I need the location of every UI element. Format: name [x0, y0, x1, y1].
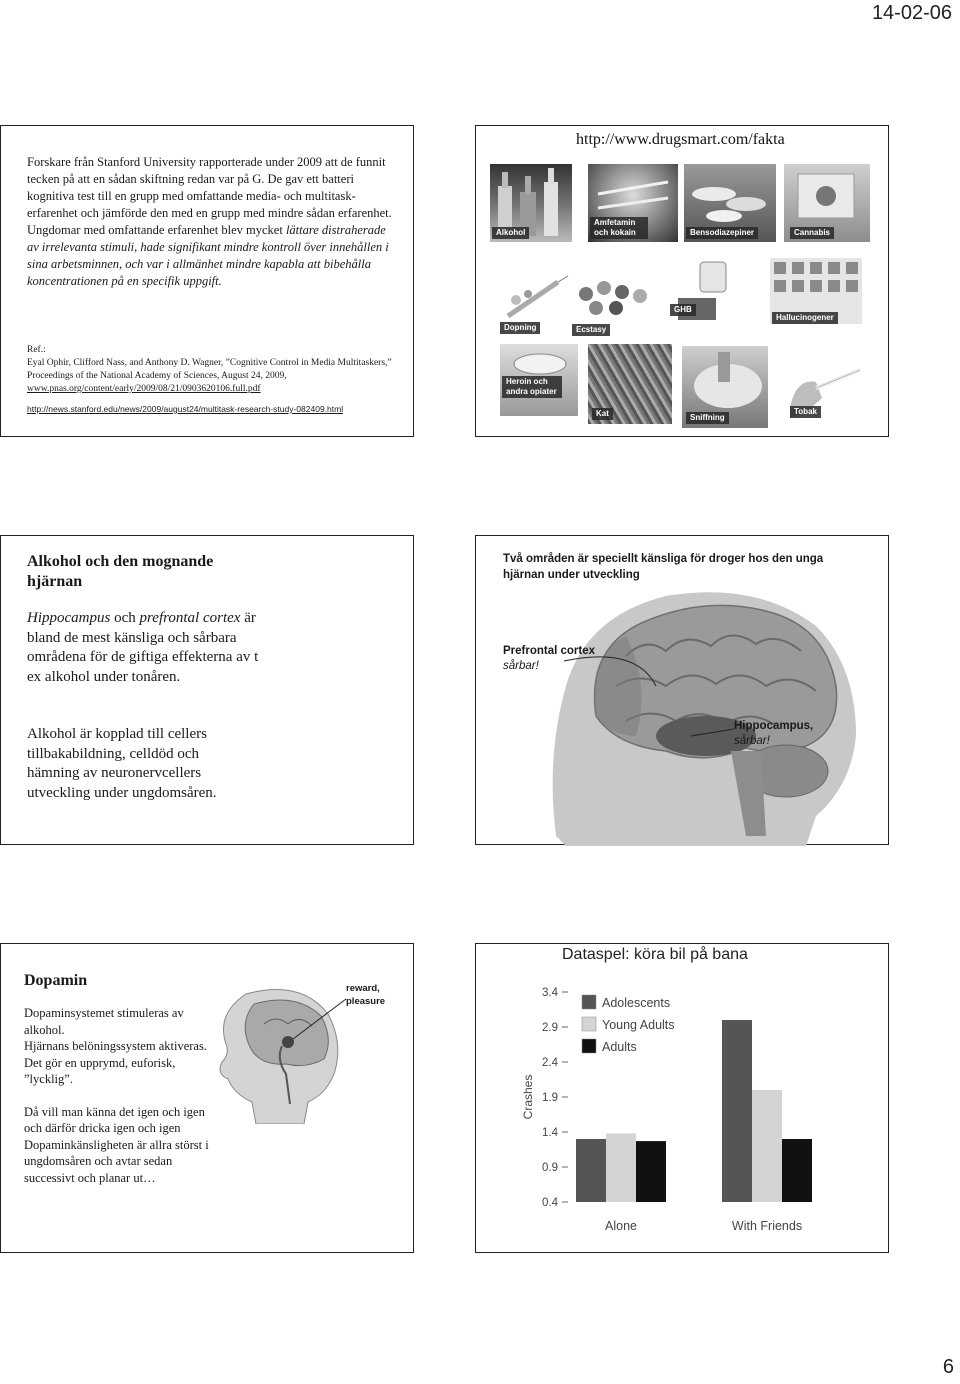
label-tobak: Tobak [790, 406, 821, 418]
dopamin-p2: Hjärnans belöningssystem aktiveras. Det gör en upprymd, euforisk, ”lycklig”. [24, 1039, 207, 1086]
hippocampus-term: Hippocampus [27, 610, 111, 626]
bar-adults-with-friends [782, 1139, 812, 1202]
ghb-bottle-icon [670, 258, 740, 328]
slide-drug-photos [475, 125, 889, 437]
x-category-label: With Friends [731, 1219, 803, 1233]
label-kat: Kat [592, 408, 613, 420]
y-tick-label: 0.9 [542, 1162, 558, 1174]
photo-dopning [498, 266, 570, 336]
bar-young-adults-alone [606, 1133, 636, 1202]
slide-brain-regions [475, 535, 889, 845]
label-bensodiazepiner: Bensodiazepiner [686, 227, 758, 239]
page-number: 6 [942, 1356, 954, 1378]
research-para2-lead: Ungdomar med omfattande erfarenhet blev mycket [27, 223, 286, 237]
page-date: 14-02-06 [871, 2, 952, 24]
label-ecstasy: Ecstasy [572, 324, 610, 336]
hippocampus-label-title: Hippocampus, [734, 720, 814, 732]
photo-sniffning [682, 346, 768, 428]
brain-illustration [476, 536, 890, 846]
label-cannabis: Cannabis [790, 227, 834, 239]
label-amfetamin: Amfetamin och kokain [590, 217, 648, 239]
photo-kat [588, 344, 672, 424]
y-tick-label: 2.9 [542, 1022, 558, 1034]
prefrontal-label-note: sårbar! [503, 660, 539, 672]
slide3-paragraph-2: Alkohol är kopplad till cellers tillbakabildning, celldöd och hämning av neuronervcellers utveckling under ungdomsåren. [27, 726, 217, 801]
reward-pointer-line [291, 994, 351, 1044]
crashes-bar-chart [476, 944, 890, 1254]
label-ghb: GHB [670, 304, 696, 316]
y-axis-label: Crashes [521, 1074, 535, 1120]
dopamin-p4: Dopaminkänsligheten är allra störst i ungdomsåren och avtar sedan successivt och planar ut… [24, 1137, 209, 1185]
legend-swatch-adults [582, 1039, 596, 1053]
hippocampus-label-note: sårbar! [734, 735, 770, 747]
ref-text: Eyal Ophir, Clifford Nass, and Anthony D. Wagner, ”Cognitive Control in Media Multitaskers,” Proceedings of the National Academy of Sciences, August 24, 2009, [27, 358, 392, 381]
prefrontal-label [503, 644, 595, 674]
photo-alkohol [490, 164, 572, 242]
ref-link-pnas[interactable]: www.pnas.org/content/early/2009/08/21/0903620106.full.pdf [27, 384, 261, 394]
slide3-title: Alkohol och den mognande hjärnan [27, 553, 214, 590]
photo-hallucinogener [768, 256, 864, 326]
y-tick-label: 2.4 [542, 1057, 558, 1069]
ref-link-stanford[interactable]: http://news.stanford.edu/news/2009/august24/multitask-research-study-082409.html [27, 404, 344, 414]
y-tick-label: 3.4 [542, 987, 558, 999]
slide5-title: Dopamin [24, 972, 88, 989]
photo-ecstasy [572, 274, 662, 338]
photo-tobak [786, 348, 866, 426]
photo-cannabis [784, 164, 870, 242]
chart-title: Dataspel: köra bil på bana [562, 946, 748, 963]
research-paragraph [27, 154, 397, 290]
slide-research-text [0, 125, 414, 437]
bar-adolescents-alone [576, 1139, 606, 1202]
legend-swatch-young-adults [582, 1017, 596, 1031]
research-para1: Forskare från Stanford University rapporterade under 2009 att de funnit tecken på att en sådan skiftning redan var på G. De gav ett batteri kognitiva test till en grupp med omfattande media- och multitask-erfarenhet och jämförde den med en grupp med mindre sådan erfarenhet. [27, 155, 392, 220]
p1-rest: är bland de mest känsliga och sårbara områdena för de giftiga effekterna av t ex alkohol under tonåren. [27, 610, 259, 685]
label-alkohol: Alkohol [492, 227, 529, 239]
label-heroin: Heroin och andra opiater [502, 376, 562, 398]
photo-heroin [500, 344, 578, 416]
label-dopning: Dopning [500, 322, 540, 334]
legend-label-adolescents: Adolescents [602, 996, 671, 1010]
slide5-body [24, 1005, 214, 1186]
slide4-title: Två områden är speciellt känsliga för droger hos den unga hjärnan under utveckling [503, 553, 824, 581]
slide3-paragraph-1 [27, 609, 267, 687]
ref-label: Ref.: [27, 345, 46, 355]
research-para2-italic: lättare distraherade av irrelevanta stimuli, hade signifikant mindre kontroll över innehållen i sina arbetsminnen, och var i allmänhet mindre kapabla att bibehålla koncentrationen på en specifik uppgift. [27, 223, 389, 288]
bar-adults-alone [636, 1141, 666, 1202]
x-category-label: Alone [605, 1219, 637, 1233]
y-tick-label: 1.4 [542, 1127, 558, 1139]
photo-amfetamin [588, 164, 678, 242]
legend-label-adults: Adults [602, 1040, 637, 1054]
dopamin-p1: Dopaminsystemet stimuleras av alkohol. [24, 1006, 184, 1037]
label-hallucinogener: Hallucinogener [772, 312, 838, 324]
p1-mid: och [110, 610, 140, 626]
legend-swatch-adolescents [582, 995, 596, 1009]
legend-label-young-adults: Young Adults [602, 1018, 675, 1032]
label-sniffning: Sniffning [686, 412, 729, 424]
bar-young-adults-with-friends [752, 1090, 782, 1202]
photo-bensodiazepiner [684, 164, 776, 242]
prefrontal-term: prefrontal cortex [139, 610, 241, 626]
reference-block [27, 344, 397, 416]
slide-dopamin [0, 943, 414, 1253]
slide-dataspel-chart [475, 943, 889, 1253]
y-tick-label: 1.9 [542, 1092, 558, 1104]
hippocampus-label [734, 719, 813, 749]
bar-adolescents-with-friends [722, 1020, 752, 1202]
slide-alkohol-hjarnan [0, 535, 414, 845]
reward-annotation: reward, pleasure [346, 983, 386, 1007]
y-tick-label: 0.4 [542, 1197, 558, 1209]
dopamin-p3: Då vill man känna det igen och igen och därför dricka igen och igen [24, 1104, 205, 1135]
prefrontal-label-title: Prefrontal cortex [503, 645, 596, 657]
photo-ghb [670, 258, 740, 328]
drugsmart-url[interactable]: http://www.drugsmart.com/fakta [576, 131, 785, 148]
